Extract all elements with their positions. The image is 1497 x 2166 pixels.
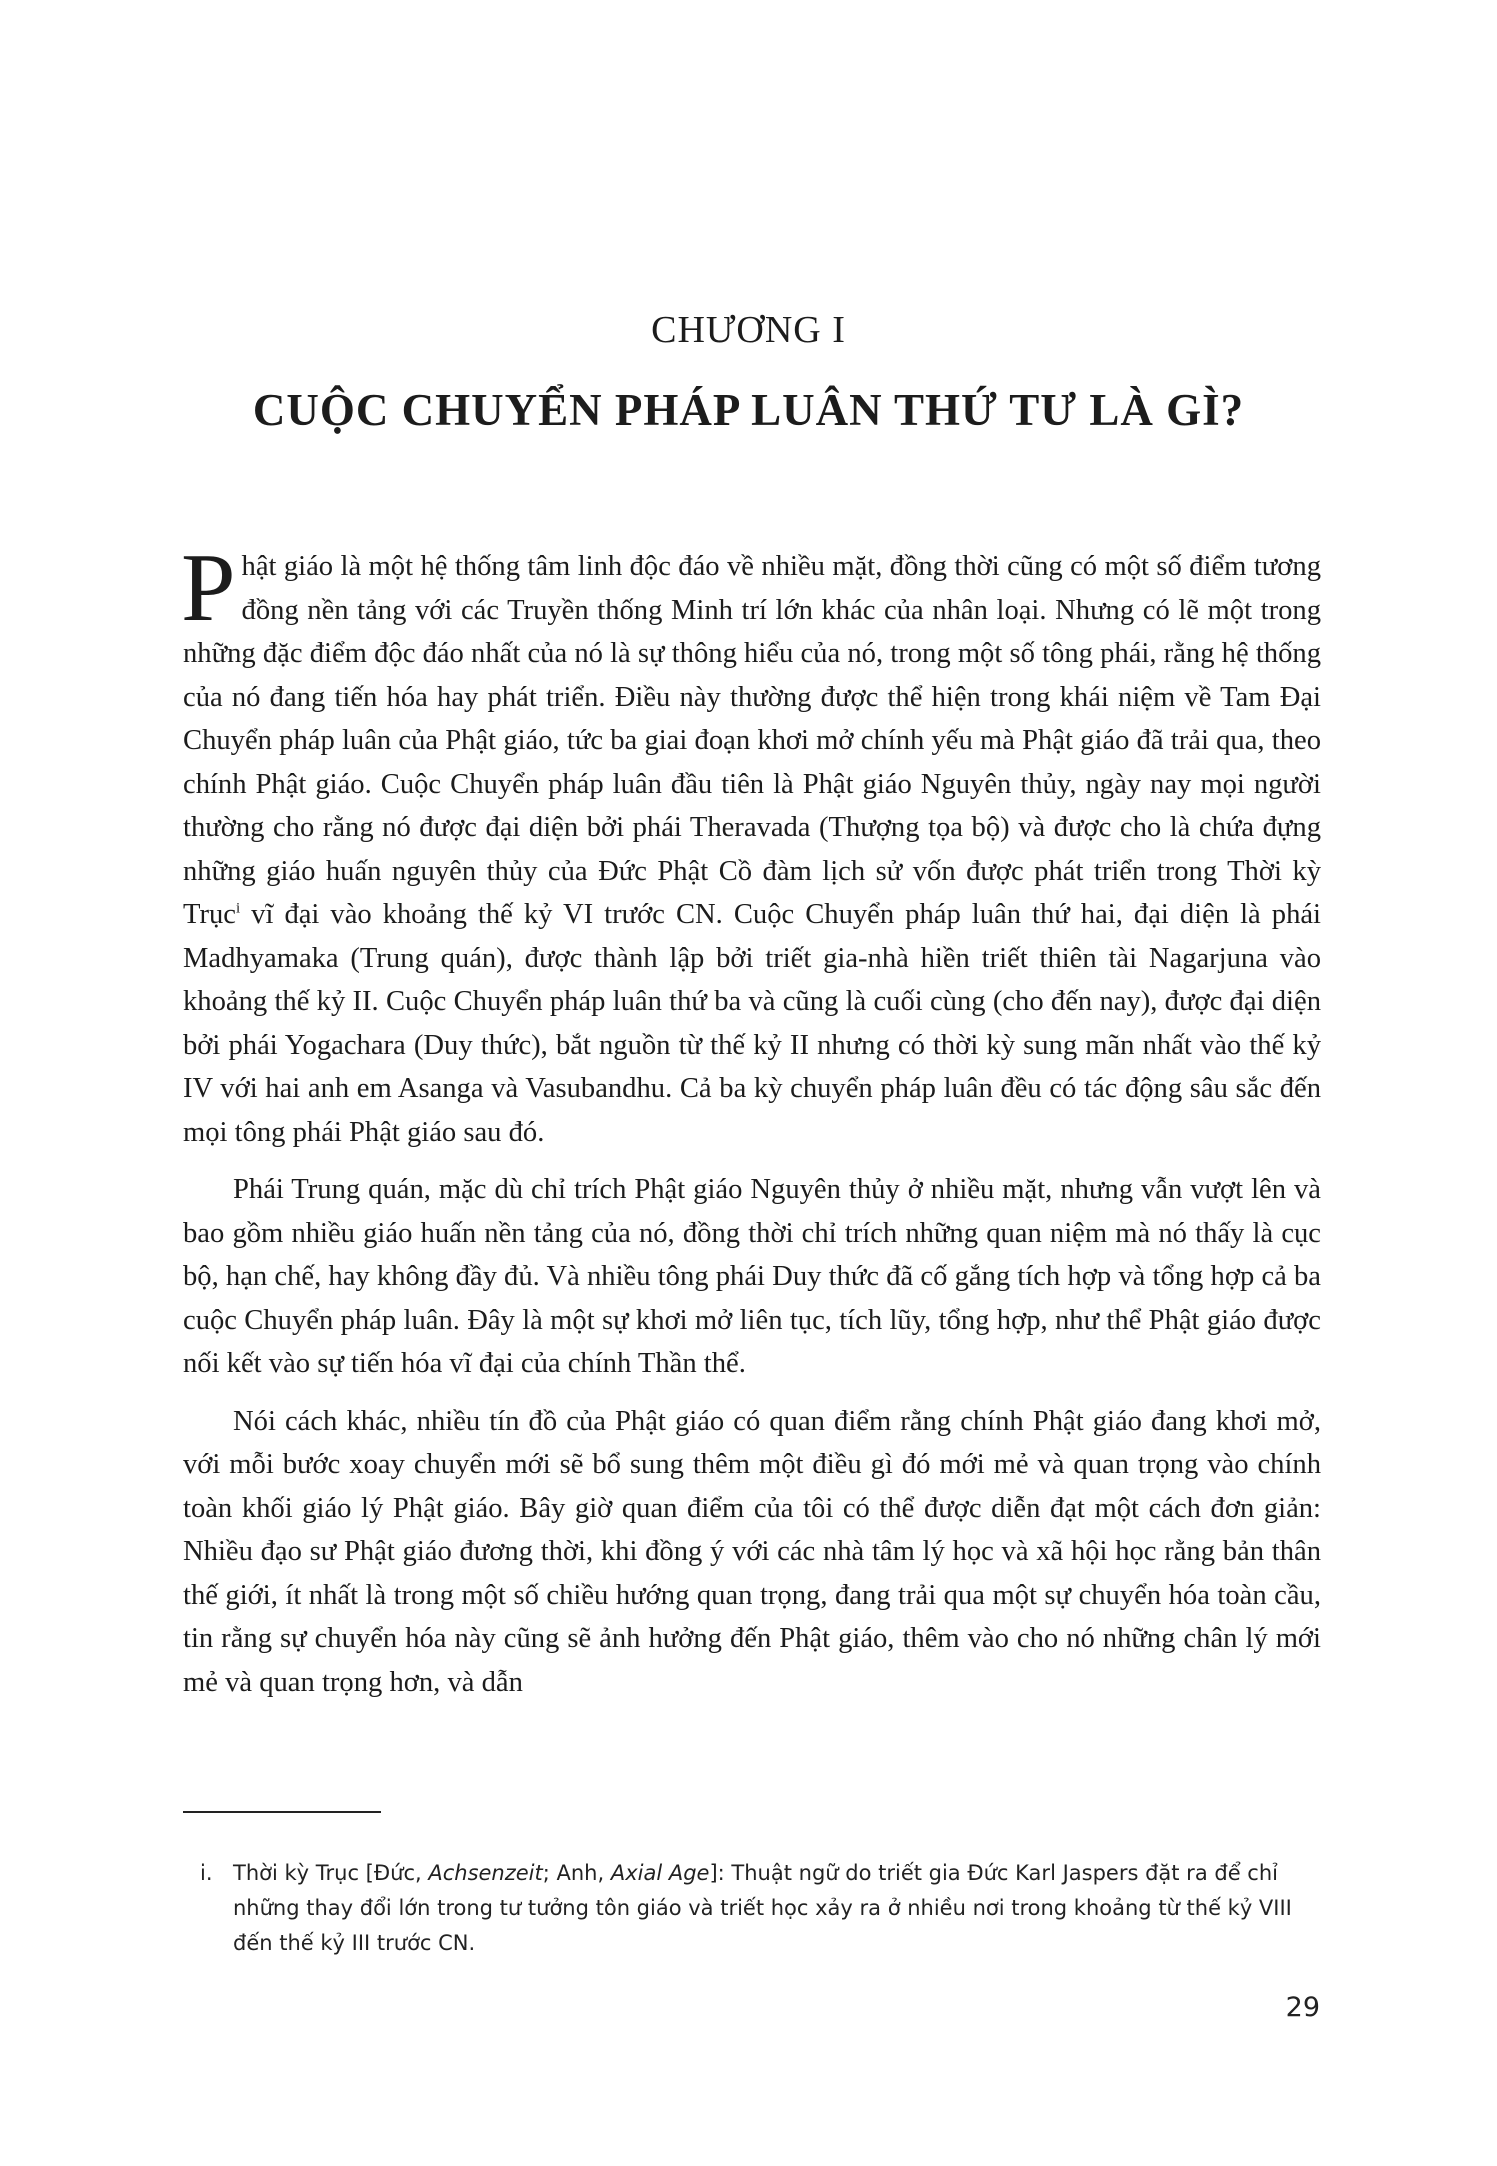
footnote-italic-1: Achsenzeit <box>428 1861 543 1885</box>
footnote-text <box>233 1856 1321 1961</box>
footnote-text-1: Thời kỳ Trục [Đức, <box>233 1861 429 1885</box>
footnote <box>183 1856 1321 1961</box>
paragraph-1-text-b: vĩ đại vào khoảng thế kỷ VI trước CN. Cuộc Chuyển pháp luân thứ hai, đại diện là phái Madhyamaka (Trung quán), được thành lập bởi triết gia-nhà hiền triết thiên tài Nagarjuna vào khoảng thế kỷ II. Cuộc Chuyển pháp luân thứ ba và cũng là cuối cùng (cho đến nay), được đại diện bởi phái Yogachara (Duy thức), bắt nguồn từ thế kỷ II nhưng có thời kỳ sung mãn nhất vào thế kỷ IV với hai anh em Asanga và Vasubandhu. Cả ba kỳ chuyển pháp luân đều có tác động sâu sắc đến mọi tông phái Phật giáo sau đó. <box>183 899 1321 1148</box>
footnote-separator <box>183 1811 381 1813</box>
chapter-title: CUỘC CHUYỂN PHÁP LUÂN THỨ TƯ LÀ GÌ? <box>252 385 1245 435</box>
paragraph-1-text-a: hật giáo là một hệ thống tâm linh độc đáo về nhiều mặt, đồng thời cũng có một số điểm tương đồng nền tảng với các Truyền thống Minh trí lớn khác của nhân loại. Nhưng có lẽ một trong những đặc điểm độc đáo nhất của nó là sự thông hiểu của nó, trong một số tông phái, rằng hệ thống của nó đang tiến hóa hay phát triển. Điều này thường được thể hiện trong khái niệm về Tam Đại Chuyển pháp luân của Phật giáo, tức ba giai đoạn khơi mở chính yếu mà Phật giáo đã trải qua, theo chính Phật giáo. Cuộc Chuyển pháp luân đầu tiên là Phật giáo Nguyên thủy, ngày nay mọi người thường cho rằng nó được đại diện bởi phái Theravada (Thượng tọa bộ) và được cho là chứa đựng những giáo huấn nguyên thủy của Đức Phật Cồ đàm lịch sử vốn được phát triển trong Thời kỳ Trục <box>183 551 1321 930</box>
paragraph-2: Phái Trung quán, mặc dù chỉ trích Phật giáo Nguyên thủy ở nhiều mặt, nhưng vẫn vượt lên và bao gồm nhiều giáo huấn nền tảng của nó, đồng thời chỉ trích những quan niệm mà nó thấy là cục bộ, hạn chế, hay không đầy đủ. Và nhiều tông phái Duy thức đã cố gắng tích hợp và tổng hợp cả ba cuộc Chuyển pháp luân. Đây là một sự khơi mở liên tục, tích lũy, tổng hợp, như thể Phật giáo được nối kết vào sự tiến hóa vĩ đại của chính Thần thể. <box>183 1174 1321 1379</box>
footnote-text-2: ; Anh, <box>542 1861 611 1885</box>
chapter-label: CHƯƠNG I <box>651 309 846 351</box>
footnote-text-3: ]: Thuật ngữ do triết gia Đức Karl Jaspers đặt ra để chỉ những thay đổi lớn trong tư tưởng tôn giáo và triết học xảy ra ở nhiều nơi trong khoảng từ thế kỷ VIII đến thế kỷ III trước CN. <box>233 1861 1292 1955</box>
paragraph-3: Nói cách khác, nhiều tín đồ của Phật giáo có quan điểm rằng chính Phật giáo đang khơi mở, với mỗi bước xoay chuyển mới sẽ bổ sung thêm một điều gì đó mới mẻ và quan trọng vào chính toàn khối giáo lý Phật giáo. Bây giờ quan điểm của tôi có thể được diễn đạt một cách đơn giản: Nhiều đạo sư Phật giáo đương thời, khi đồng ý với các nhà tâm lý học và xã hội học rằng bản thân thế giới, ít nhất là trong một số chiều hướng quan trọng, đang trải qua một sự chuyển hóa toàn cầu, tin rằng sự chuyển hóa này cũng sẽ ảnh hưởng đến Phật giáo, thêm vào cho nó những chân lý mới mẻ và quan trọng hơn, và dẫn <box>183 1405 1321 1698</box>
footnote-number: i. <box>200 1861 213 1885</box>
drop-cap: P <box>181 534 236 642</box>
paragraph-1 <box>181 534 1321 1154</box>
body-text <box>181 534 1321 1704</box>
footnote-marker[interactable]: i <box>235 900 241 917</box>
page-number: 29 <box>1285 1992 1320 2023</box>
footnote-italic-2: Axial Age <box>610 1861 710 1885</box>
